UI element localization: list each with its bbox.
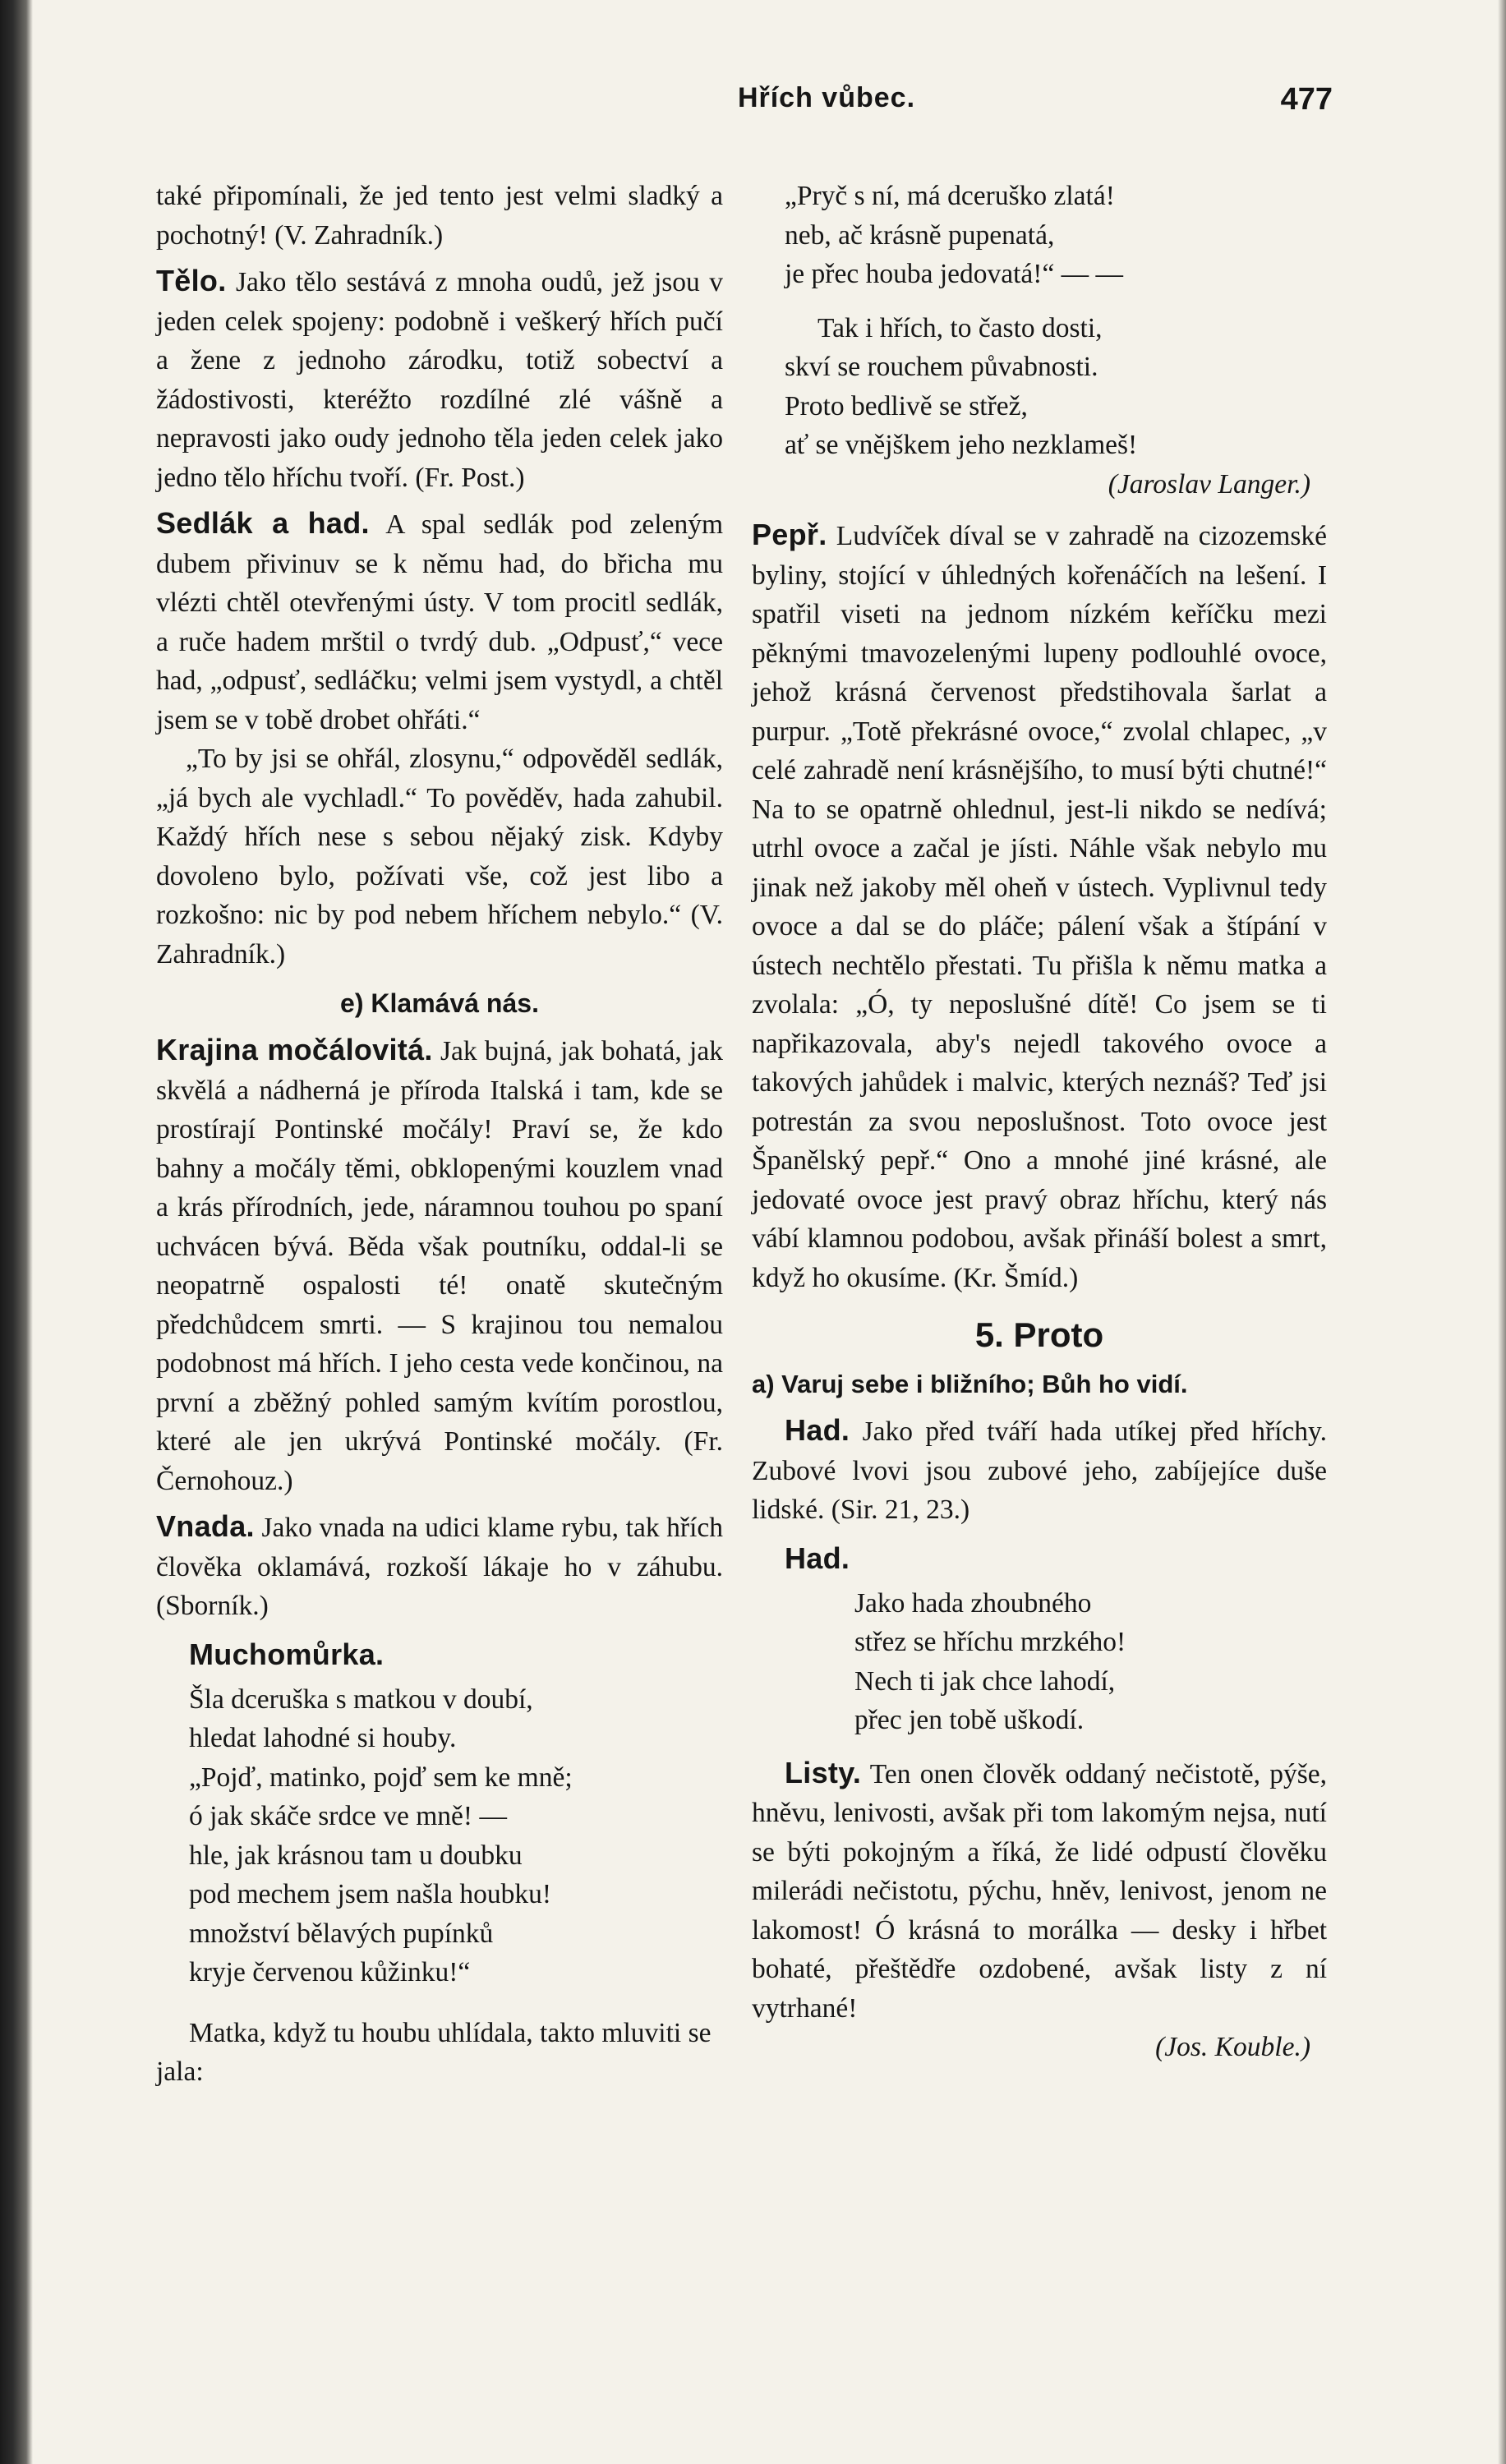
page-number: 477 bbox=[1280, 82, 1333, 117]
entry-text: Jako před tváří hada utíkej před hříchy. Zubové lvovi jsou zubové jeho, zabíjejíce duše lidské. (Sir. 21, 23.) bbox=[752, 1416, 1327, 1525]
entry-text: Jak bujná, jak bohatá, jak skvělá a nádherná je příroda Italská i tam, kde se prostírají Pontinské močály! Praví se, že kdo bahny a močály těmi, obklopenými kouzlem vnad a krás přírodních, jede, náramnou touhou po spaní uchvácen bývá. Běda však poutníku, oddal-li se neopatrně ospalosti té! onatě skutečným předchůdcem smrti. — S krajinou tou nemalou podobnost má hřích. I jeho cesta vede končinou, na první a zběžný pohled samým kvítím porostlou, které ale jen ukrývá Pontinské močály. (Fr. Černohouz.) bbox=[156, 1036, 723, 1496]
entry-text: Jako tělo sestává z mnoha oudů, jež jsou v jeden celek spojeny: podobně i veškerý hřích pučí a žene z jednoho zárodku, totiž sobectví a žádostivosti, kteréžto rozdílné zlé vášně a nepravosti jako oudy jednoho těla jeden celek jako jedno tělo hříchu tvoří. (Fr. Post.) bbox=[156, 267, 723, 493]
poem-line: kryje červenou kůžinku!“ bbox=[189, 1957, 471, 1987]
poem-had bbox=[854, 1584, 1327, 1740]
running-title: Hřích vůbec. bbox=[737, 82, 916, 113]
poem-line: střez se hříchu mrzkého! bbox=[854, 1627, 1126, 1657]
entry-heading-had: Had. bbox=[785, 1541, 850, 1575]
poem-line: ó jak skáče srdce ve mně! — bbox=[189, 1801, 507, 1831]
poem-line: hledat lahodné si houby. bbox=[189, 1723, 457, 1753]
poem-line: neb, ač krásně pupenatá, bbox=[785, 219, 1055, 251]
entry-heading-muchomurka: Muchomůrka. bbox=[189, 1637, 385, 1671]
page-binding-shadow bbox=[0, 0, 33, 2464]
page-header bbox=[153, 82, 1333, 131]
subsection-heading-e: e) Klamává nás. bbox=[340, 988, 539, 1018]
entry-text: Ludvíček díval se v zahradě na cizozemské byliny, stojící v úhledných kořenáčích na lešení. I spatřil viseti na jednom nízkém keříčku mezi pěknými tmavozelenými lupeny podlouhlé ovoce, jehož krásná červenost předstihovala šarlat a purpur. „Totě překrásné ovoce,“ zvolal chlapec, „v celé zahradě není krásnějšího, to musí býti chutné!“ Na to se opatrně ohlednul, jest-li nikdo se nedívá; utrhl ovoce a začal je jísti. Náhle však nebylo mu jinak než jakoby měl oheň v ústech. Vyplivnul tedy ovoce a dal se do pláče; pálení však a štípání v ústech nechtělo přestati. Tu přišla k němu matka a zvolala: „Ó, ty neposlušné dítě! Co jsem se ti napřikazovala, aby's nejedl takového ovoce a takových jahůdek i malvic, kterých neznáš? Teď jsi potrestán za svou neposlušnost. Toto ovoce jest Španělský pepř.“ Ono a mnohé jiné krásné, ale jedovaté ovoce jest pravý obraz hříchu, který nás vábí klamnou podobou, avšak přináší bolest a smrt, když ho okusíme. (Kr. Šmíd.) bbox=[752, 521, 1327, 1293]
entry-krajina bbox=[156, 1030, 723, 1500]
poem-continuation bbox=[785, 177, 1327, 294]
poem-line: skví se rouchem půvabnosti. bbox=[785, 352, 1098, 382]
entry-heading: Tělo. bbox=[156, 264, 227, 297]
paragraph-continuation: také připomínali, že jed tento jest velmi sladký a pochotný! (V. Zahradník.) bbox=[156, 181, 723, 251]
entry-heading: Pepř. bbox=[752, 518, 827, 551]
poem-source: (Jaroslav Langer.) bbox=[1108, 468, 1310, 500]
paragraph-to-by: „To by jsi se ohřál, zlosynu,“ odpověděl sedlák, „já bych ale vychladl.“ To pověděv, hada zahubil. Každý hřích nese s sebou nějaký zisk. Kdyby dovoleno bylo, požívati vše, což jest libo a rozkošno: nic by pod nebem hříchem nebylo.“ (V. Zahradník.) bbox=[156, 744, 723, 969]
entry-sedlak-a-had bbox=[156, 504, 723, 739]
entry-heading: Sedlák a had. bbox=[156, 506, 370, 540]
subsection-heading-a: a) Varuj sebe i bližního; Bůh ho vidí. bbox=[752, 1370, 1188, 1398]
poem-line: ať se vnějškem jeho nezklameš! bbox=[785, 430, 1138, 460]
poem-line: pod mechem jsem našla houbku! bbox=[189, 1879, 551, 1909]
entry-heading: Vnada. bbox=[156, 1509, 255, 1543]
entry-telo bbox=[156, 261, 723, 497]
entry-heading: Listy. bbox=[785, 1755, 862, 1789]
poem-line: Jako hada zhoubného bbox=[854, 1587, 1092, 1619]
entry-pepr bbox=[752, 515, 1327, 1297]
page-edge bbox=[1498, 0, 1506, 2464]
poem-line: je přec houba jedovatá!“ — — bbox=[785, 259, 1124, 289]
poem-line: množství bělavých pupínků bbox=[189, 1918, 494, 1949]
poem-line: Proto bedlivě se střež, bbox=[785, 390, 1028, 421]
poem-line: přec jen tobě uškodí. bbox=[854, 1705, 1085, 1735]
poem-line: Tak i hřích, to často dosti, bbox=[817, 312, 1103, 343]
entry-text: Jako vnada na udici klame rybu, tak hřích člověka oklamává, rozkoší lákaje ho v záhubu. (Sborník.) bbox=[156, 1513, 723, 1621]
entry-listy bbox=[752, 1753, 1327, 2029]
poem-line: Šla dceruška s matkou v doubí, bbox=[189, 1683, 533, 1715]
poem-line: „Pojď, matinko, pojď sem ke mně; bbox=[189, 1762, 573, 1793]
entry-had bbox=[752, 1411, 1327, 1530]
entry-heading: Krajina močálovitá. bbox=[156, 1033, 433, 1066]
poem-line: „Pryč s ní, má dceruško zlatá! bbox=[785, 181, 1115, 211]
poem-line: hle, jak krásnou tam u doubku bbox=[189, 1840, 523, 1871]
right-column bbox=[752, 177, 1327, 2067]
poem-muchomurka bbox=[189, 1680, 723, 1992]
entry-text: Ten onen člověk oddaný nečistotě, pýše, hněvu, lenivosti, avšak při tom lakomým nejsa, nutí se býti pokojným a říká, že lidé odpustí člověku milerádi nečistotu, pýchu, hněv, lenivost, jenom ne lakomost! Ó krásná to morálka — desky i hřbet bohaté, přeštědře ozdobené, avšak listy z ní vytrhané! bbox=[752, 1758, 1327, 2024]
entry-vnada bbox=[156, 1507, 723, 1626]
section-title: 5. Proto bbox=[974, 1315, 1104, 1354]
poem-moral bbox=[785, 309, 1327, 465]
left-column bbox=[156, 177, 723, 2092]
entry-heading: Had. bbox=[785, 1413, 850, 1447]
paragraph-matka: Matka, když tu houbu uhlídala, takto mluviti se jala: bbox=[156, 2017, 712, 2087]
entry-text: A spal sedlák pod zeleným dubem přivinuv se k němu had, do břicha mu vlézti chtěl otevřenými ústy. V tom procitl sedlák, a ruče hadem mrštil o tvrdý dub. „Odpusť,“ vece had, „odpusť, sedláčku; velmi jsem vystydl, a chtěl jsem se v tobě drobet ohřáti.“ bbox=[156, 509, 724, 735]
poem-line: Nech ti jak chce lahodí, bbox=[854, 1665, 1116, 1697]
listy-source: (Jos. Kouble.) bbox=[1155, 2032, 1310, 2062]
